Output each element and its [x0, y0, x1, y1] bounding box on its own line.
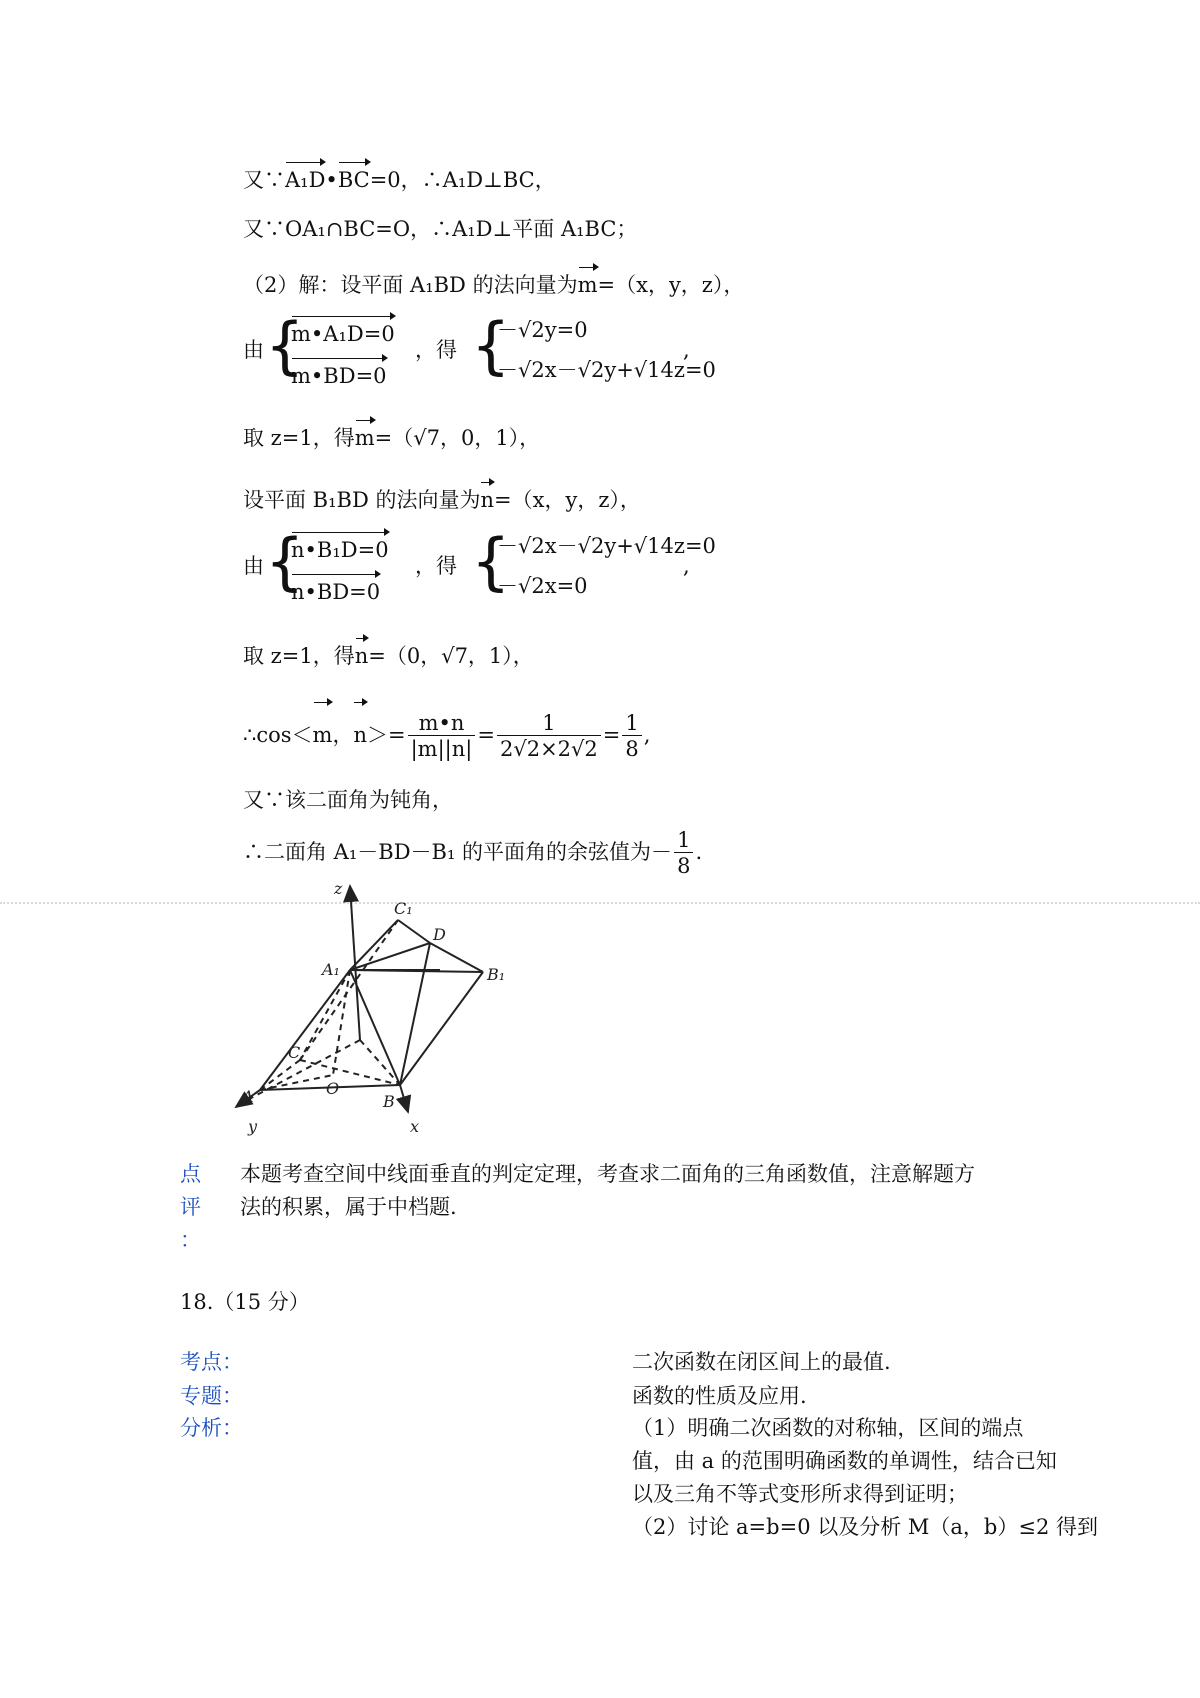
- label-x: x: [410, 1117, 420, 1136]
- fenxi-label: 分析：: [180, 1416, 243, 1440]
- vector-n: n: [355, 636, 369, 670]
- label-a1: A₁: [322, 960, 340, 979]
- system2-row2: n•BD=0: [291, 572, 380, 606]
- divider: [0, 902, 1200, 904]
- label-a: A: [242, 1087, 254, 1106]
- proof-line-2: 又∵OA₁∩BC=O，∴A₁D⊥平面 A₁BC；: [243, 217, 638, 241]
- proof-line-10: 又∵该二面角为钝角，: [243, 788, 453, 812]
- system1-result-row2: －√2x－√2y+√14z=0: [497, 358, 716, 382]
- fraction-one-over-product: $\frac{1}{2√2\times 2√2}$: [497, 711, 601, 762]
- de-label: ，得: [415, 338, 457, 362]
- equation-system-2: 由 { n•B₁D=0 n•BD=0 ，得 { －√2x－√2y+√14z=0 －√2x=0 ,: [243, 528, 703, 608]
- left-brace: {: [471, 525, 511, 598]
- label-d: D: [433, 925, 446, 944]
- proof-line-3: （2）解：设平面 A₁BD 的法向量为m=（x，y，z），: [243, 265, 744, 299]
- problem-heading: 18.（15 分）: [180, 1290, 310, 1314]
- proof-line-5: 取 z=1，得m=（√7，0，1），: [243, 418, 540, 452]
- kaodian-value: 二次函数在闭区间上的最值.: [632, 1350, 891, 1374]
- label-o: O: [326, 1079, 340, 1098]
- cosine-formula: ∴cos＜m，n＞= $\frac{m•n}{|m||n|}$ = $\frac{1}{2√2\times 2√2}$ = $\frac{1}{8}$ ,: [243, 700, 650, 764]
- fraction-one-eighth: $\frac{1}{8}$: [674, 828, 693, 879]
- vector-m: m: [355, 418, 375, 452]
- fenxi-line-4: （2）讨论 a=b=0 以及分析 M（a，b）≤2 得到: [632, 1515, 1098, 1539]
- vector-bc: BC: [338, 160, 370, 194]
- de-label: ，得: [415, 554, 457, 578]
- review-text-line-1: 本题考查空间中线面垂直的判定定理，考查求二面角的三角函数值，注意解题方: [240, 1162, 975, 1186]
- proof-conclusion: ∴二面角 A₁－BD－B₁ 的平面角的余弦值为－ $\frac{1}{8}$ .: [243, 828, 703, 878]
- zhuanti-value: 函数的性质及应用.: [632, 1384, 807, 1408]
- vector-n: n: [480, 480, 494, 514]
- system1-row2: m•BD=0: [291, 356, 387, 390]
- review-label-char-1: 点: [180, 1162, 201, 1186]
- proof-line-1: 又∵A₁D•BC=0，∴A₁D⊥BC，: [243, 160, 556, 194]
- x-axis-arrow: [400, 1085, 408, 1112]
- zhuanti-label: 专题：: [180, 1384, 243, 1408]
- label-y: y: [248, 1117, 258, 1136]
- fraction-one-eighth: $\frac{1}{8}$: [622, 711, 641, 762]
- kaodian-label: 考点：: [180, 1350, 243, 1374]
- fenxi-line-1: （1）明确二次函数的对称轴，区间的端点: [632, 1416, 1024, 1440]
- proof-line-6: 设平面 B₁BD 的法向量为n=（x，y，z），: [243, 480, 641, 514]
- label-c1: C₁: [394, 899, 413, 918]
- system1-result-row1: －√2y=0: [497, 318, 588, 342]
- review-label-char-3: ：: [180, 1228, 201, 1252]
- fraction-dot-over-norms: $\frac{m•n}{|m||n|}$: [408, 711, 476, 762]
- prism-figure: [230, 880, 530, 1150]
- system1-row1: m•A₁D=0: [291, 314, 395, 348]
- label-z: z: [334, 880, 343, 898]
- you-label: 由: [243, 338, 264, 362]
- label-b: B: [383, 1092, 395, 1111]
- vector-a1d: A₁D: [285, 160, 325, 194]
- fenxi-line-2: 值，由 a 的范围明确函数的单调性，结合已知: [632, 1449, 1057, 1473]
- x-axis-dashed: [360, 1040, 400, 1085]
- equation-system-1: 由 { m•A₁D=0 m•BD=0 ，得 { －√2y=0 －√2x－√2y+√14z=0 ,: [243, 312, 703, 392]
- z-axis-line: [350, 886, 360, 1040]
- label-c: C: [288, 1043, 301, 1062]
- system2-result-row1: －√2x－√2y+√14z=0: [497, 534, 716, 558]
- proof-line-8: 取 z=1，得n=（0，√7，1），: [243, 636, 534, 670]
- you-label: 由: [243, 554, 264, 578]
- left-brace: {: [265, 525, 305, 598]
- left-brace: {: [471, 309, 511, 382]
- label-b1: B₁: [487, 965, 506, 984]
- fenxi-line-3: 以及三角不等式变形所求得到证明；: [632, 1482, 968, 1506]
- review-text-line-2: 法的积累，属于中档题.: [240, 1195, 457, 1219]
- system2-row1: n•B₁D=0: [291, 530, 389, 564]
- system2-result-row2: －√2x=0: [497, 574, 588, 598]
- vector-m: m: [578, 265, 598, 299]
- review-label-char-2: 评: [180, 1195, 201, 1219]
- left-brace: {: [265, 309, 305, 382]
